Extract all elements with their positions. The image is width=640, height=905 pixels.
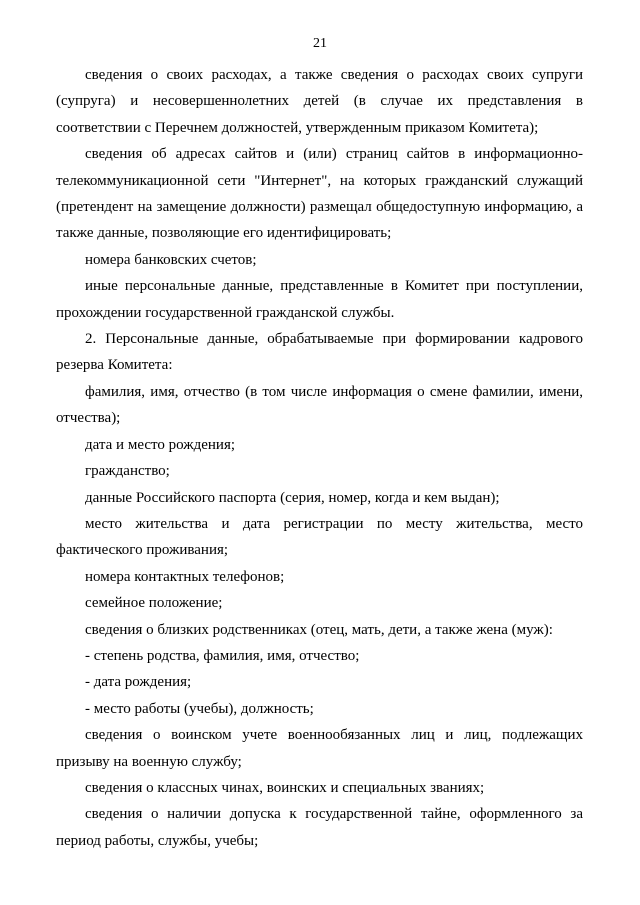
paragraph-expenses: сведения о своих расходах, а также сведения о расходах своих супруги (супруга) и несовершеннолетних детей (в случае их представления в соответствии с Перечнем должностей, утвержденным приказом Комитета); [56, 67, 583, 136]
paragraph-state-secret-clearance: сведения о наличии допуска к государственной тайне, оформленного за период работы, службы, учебы; [56, 806, 583, 849]
paragraph-marital-status: семейное положение; [85, 595, 223, 612]
paragraph-relatives-birthdate: - дата рождения; [85, 674, 192, 691]
paragraph-citizenship: гражданство; [85, 463, 170, 480]
paragraph-birth: дата и место рождения; [85, 436, 236, 453]
paragraph-residence: место жительства и дата регистрации по месту жительства, место фактического проживания; [56, 515, 583, 559]
document-body [56, 62, 583, 854]
paragraph-bank-accounts: номера банковских счетов; [85, 251, 257, 268]
paragraph-relatives-workplace: - место работы (учебы), должность; [85, 700, 314, 717]
paragraph-passport: данные Российского паспорта (серия, номер, когда и кем выдан); [85, 489, 500, 506]
paragraph-section-2-heading: 2. Персональные данные, обрабатываемые при формировании кадрового резерва Комитета: [56, 331, 583, 374]
paragraph-phones: номера контактных телефонов; [85, 568, 285, 585]
paragraph-military-registration: сведения о воинском учете военнообязанных лиц и лиц, подлежащих призыву на военную службу; [56, 727, 583, 770]
paragraph-relatives-kinship: - степень родства, фамилия, имя, отчество; [85, 647, 360, 664]
paragraph-websites: сведения об адресах сайтов и (или) страниц сайтов в информационно-телекоммуникационной сети "Интернет", на которых гражданский служащий (претендент на замещение должности) размещал общедоступную информацию, а также данные, позволяющие его идентифицировать; [56, 146, 583, 242]
paragraph-full-name: фамилия, имя, отчество (в том числе информация о смене фамилии, имени, отчества); [56, 383, 583, 427]
paragraph-ranks: сведения о классных чинах, воинских и специальных званиях; [85, 779, 485, 796]
page-number: 21 [313, 36, 327, 51]
paragraph-other-data: иные персональные данные, представленные в Комитет при поступлении, прохождении государственной гражданской службы. [56, 278, 583, 321]
paragraph-relatives: сведения о близких родственниках (отец, мать, дети, а также жена (муж): [85, 621, 553, 638]
